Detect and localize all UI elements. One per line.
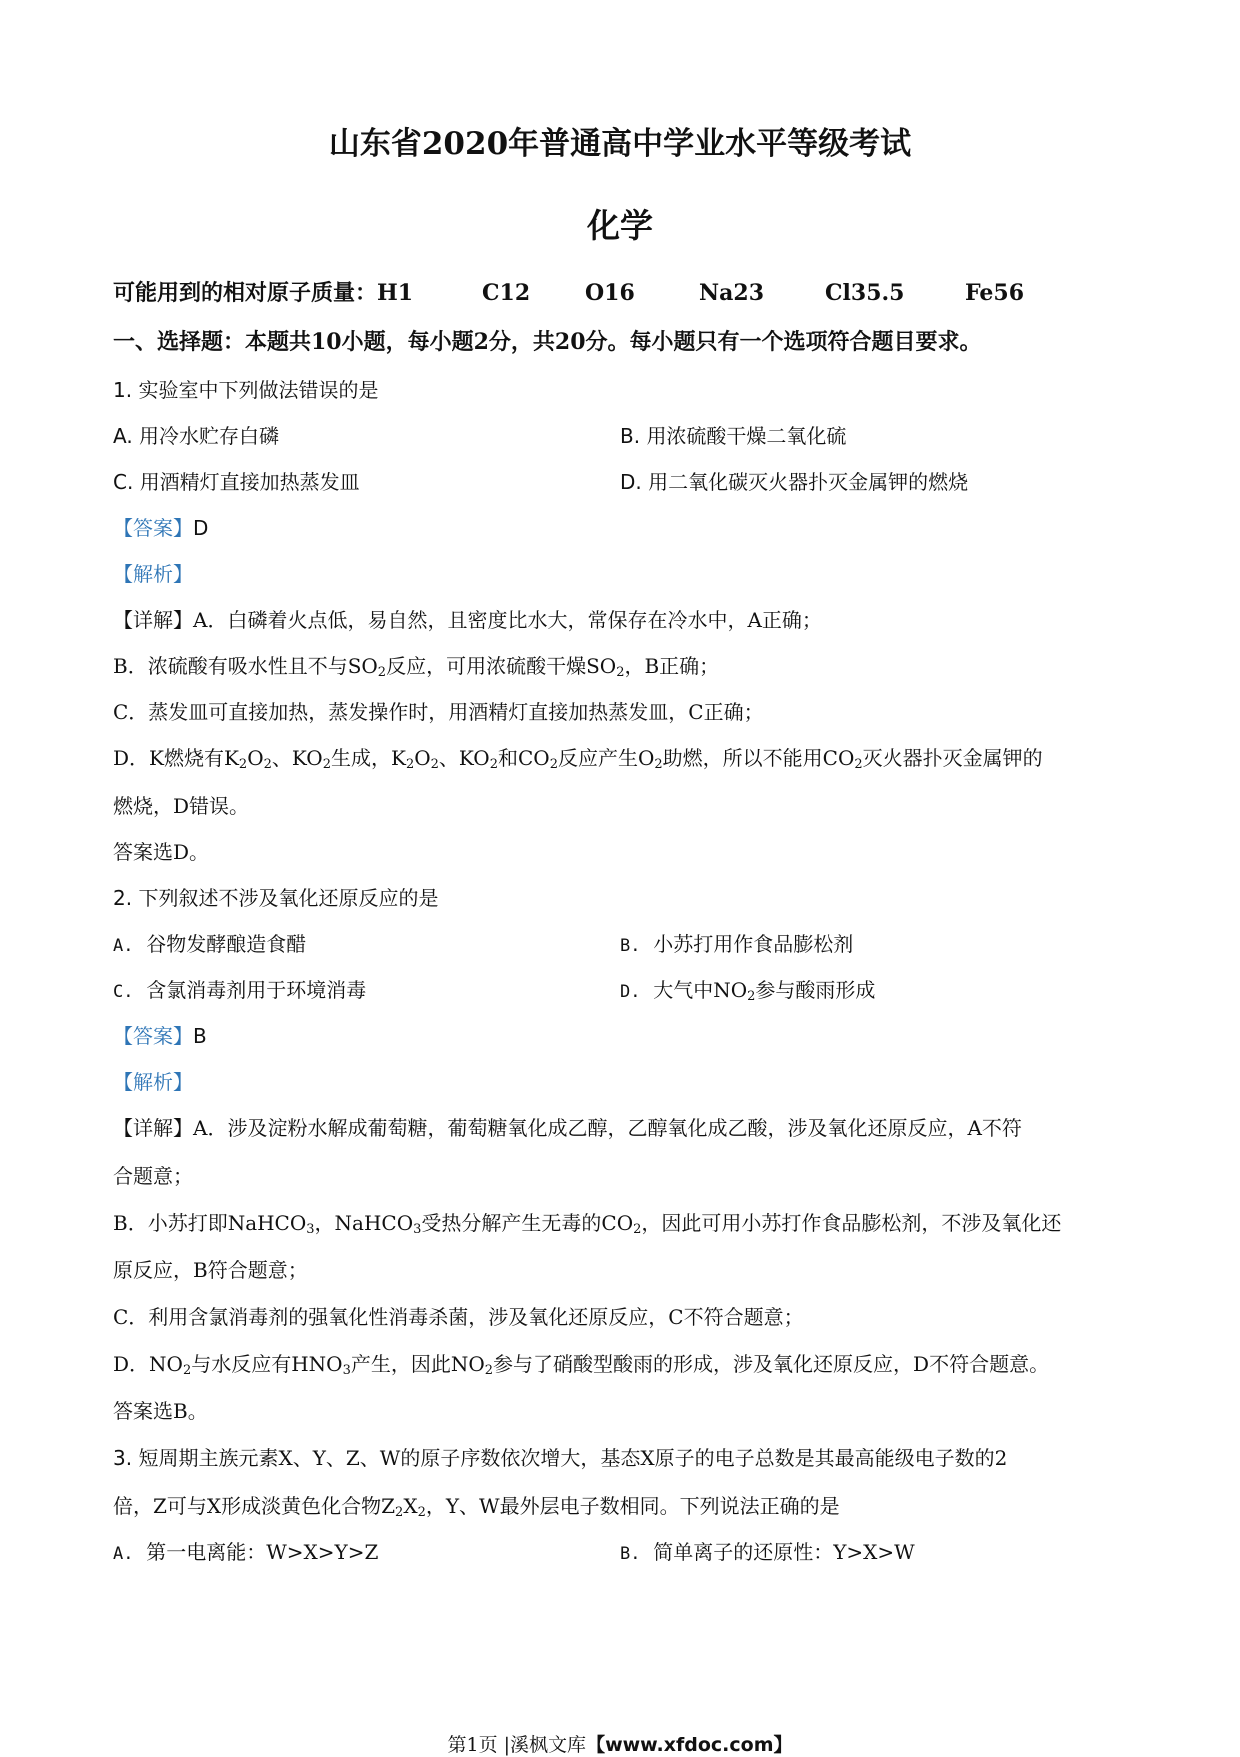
q2-number: 2. [113, 886, 133, 910]
q1-detail-d-cont: 燃烧，D错误。 [113, 794, 250, 818]
q2-option-d: D. 大气中$NO_2$参与酸雨形成 [620, 978, 876, 1004]
section-heading: 一、选择题：本题共10小题，每小题2分，共20分。每小题只有一个选项符合题目要求。 [113, 329, 982, 355]
q1-answer: 【答案】D [113, 516, 209, 540]
q2-detail-b: B．小苏打即NaHCO$_3$，NaHCO$_3$受热分解产生无毒的$CO_2$，因此可用小苏打作食品膨松剂，不涉及氧化还 [113, 1211, 1062, 1237]
q2-option-b: B. 小苏打用作食品膨松剂 [620, 932, 854, 956]
atomic-mass-line [113, 276, 1024, 307]
q2-detail-b-cont: 原反应，B符合题意； [113, 1258, 308, 1282]
q2-option-a: A. 谷物发酵酿造食醋 [113, 932, 307, 956]
q2-answer: 【答案】B [113, 1024, 207, 1048]
q2-stem: 2. 下列叙述不涉及氧化还原反应的是 [113, 886, 439, 910]
q2-final: 答案选B。 [113, 1399, 208, 1423]
q1-option-d: D. 用二氧化碳灭火器扑灭金属钾的燃烧 [620, 470, 969, 494]
mass-h: H1 [377, 280, 414, 306]
exam-title: 山东省2020年普通高中学业水平等级考试 [328, 126, 912, 162]
mass-na: Na23 [699, 280, 764, 306]
q1-detail-d: D．K燃烧有$K_2O_2$、$KO_2$生成，$K_2O_2$、$KO_2$和$CO_2$反应产生$O_2$助燃，所以不能用$CO_2$灭火器扑灭金属钾的 [113, 746, 1043, 772]
q3-option-b: B. 简单离子的还原性：Y>X>W [620, 1540, 915, 1564]
q1-final: 答案选D。 [113, 840, 210, 864]
page-number: 第1页 [447, 1734, 498, 1756]
q1-stem: 1. 实验室中下列做法错误的是 [113, 378, 379, 402]
mass-o: O16 [585, 280, 635, 306]
q1-number: 1. [113, 378, 133, 402]
mass-fe: Fe56 [965, 280, 1025, 306]
q2-detail-c: C．利用含氯消毒剂的强氧化性消毒杀菌，涉及氧化还原反应，C不符合题意； [113, 1305, 804, 1329]
q3-stem-line2: 倍，Z可与X形成淡黄色化合物$Z_2X_2$，Y、W最外层电子数相同。下列说法正确的是 [113, 1494, 840, 1520]
q3-stem-line1: 3. 短周期主族元素X、Y、Z、W的原子序数依次增大，基态X原子的电子总数是其最高能级电子数的2 [113, 1446, 1008, 1470]
q2-detail-d: D．$NO_2$与水反应有$HNO_3$产生，因此$NO_2$参与了硝酸型酸雨的形成，涉及氧化还原反应，D不符合题意。 [113, 1352, 1050, 1378]
subject-title: 化学 [587, 206, 653, 245]
q1-analysis-tag: 【解析】 [113, 562, 193, 586]
mass-label: 可能用到的相对原子质量： [113, 280, 378, 306]
q2-analysis-tag: 【解析】 [113, 1070, 193, 1094]
q1-detail-c: C．蒸发皿可直接加热，蒸发操作时，用酒精灯直接加热蒸发皿，C正确； [113, 700, 764, 724]
mass-cl: Cl35.5 [825, 280, 905, 306]
q2-detail-a: 【详解】A．涉及淀粉水解成葡萄糖，葡萄糖氧化成乙醇，乙醇氧化成乙酸，涉及氧化还原反应，A不符 [113, 1116, 1022, 1140]
mass-c: C12 [482, 280, 531, 306]
q1-detail-b: B．浓硫酸有吸水性且不与$SO_2$反应，可用浓硫酸干燥$SO_2$，B正确； [113, 654, 720, 680]
footer-url: 【www.xfdoc.com】 [586, 1734, 793, 1756]
footer-separator: | [503, 1734, 511, 1756]
q1-detail-a: 【详解】A．白磷着火点低，易自然，且密度比水大，常保存在冷水中，A正确； [113, 608, 822, 632]
q2-option-c: C. 含氯消毒剂用于环境消毒 [113, 978, 367, 1002]
q3-number: 3. [113, 1446, 133, 1470]
q1-option-b: B. 用浓硫酸干燥二氧化硫 [620, 424, 847, 448]
q3-option-a: A. 第一电离能：W>X>Y>Z [113, 1540, 379, 1564]
q1-option-a: A. 用冷水贮存白磷 [113, 424, 280, 448]
q1-option-c: C. 用酒精灯直接加热蒸发皿 [113, 470, 360, 494]
q2-detail-a-cont: 合题意； [113, 1164, 193, 1188]
footer-site: 溪枫文库 [510, 1734, 587, 1756]
page-footer [0, 1730, 1240, 1757]
